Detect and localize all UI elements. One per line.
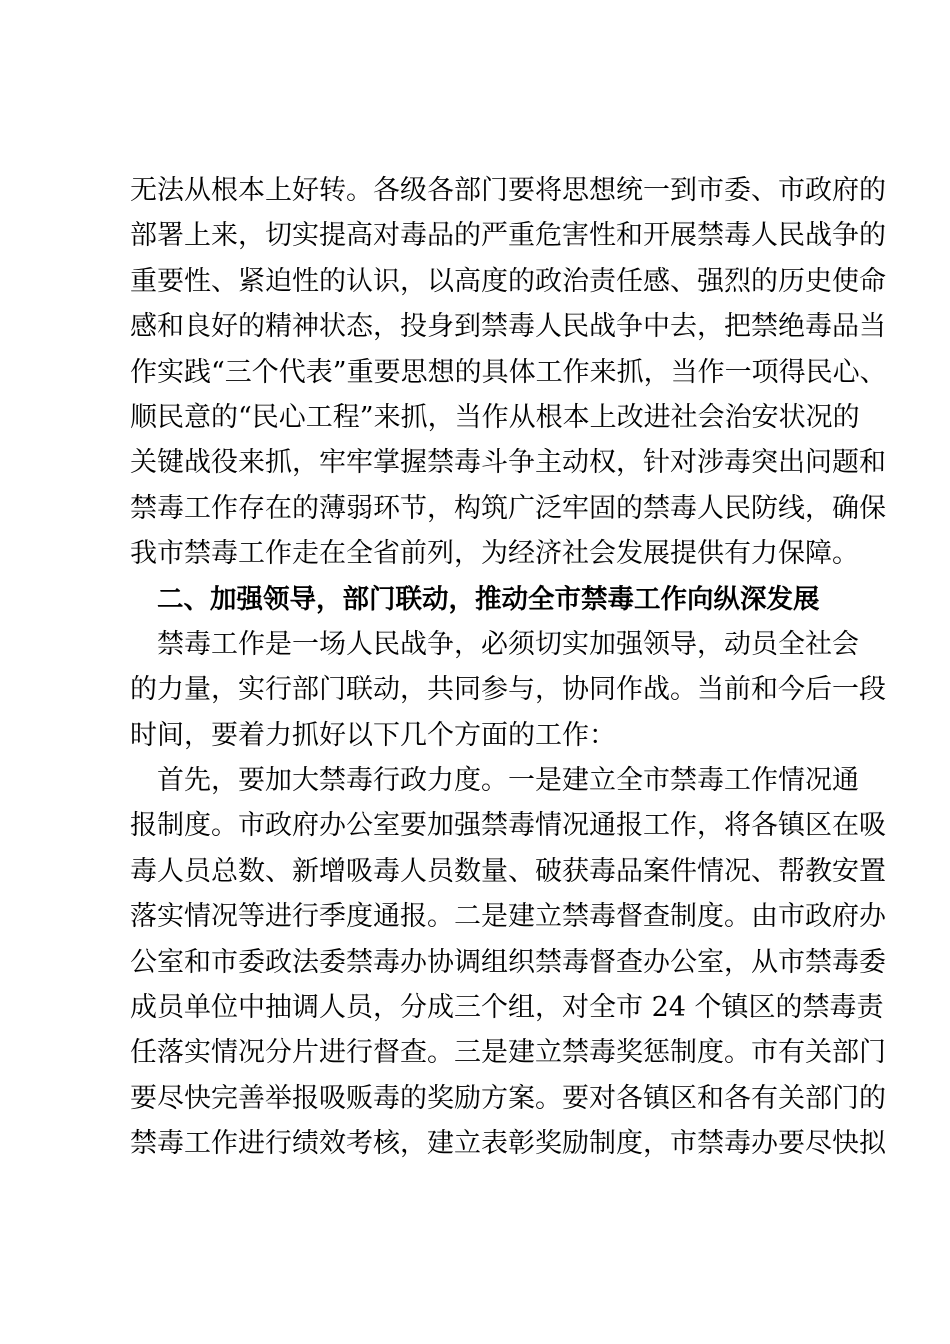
paragraph-line: 部署上来，切实提高对毒品的严重危害性和开展禁毒人民战争的 [130, 220, 886, 252]
paragraph-line: 的力量，实行部门联动，共同参与，协同作战。当前和今后一段 [130, 674, 886, 706]
paragraph-line: 落实情况等进行季度通报。二是建立禁毒督查制度。由市政府办 [130, 901, 886, 933]
paragraph-line: 要尽快完善举报吸贩毒的奖励方案。要对各镇区和各有关部门的 [130, 1082, 886, 1114]
paragraph-line: 顺民意的“民心工程”来抓，当作从根本上改进社会治安状况的 [130, 401, 860, 433]
paragraph-line: 我市禁毒工作走在全省前列，为经济社会发展提供有力保障。 [130, 538, 859, 570]
section-heading: 二、加强领导，部门联动，推动全市禁毒工作向纵深发展 [157, 583, 820, 615]
paragraph-line: 重要性、紧迫性的认识，以高度的政治责任感、强烈的历史使命 [130, 265, 886, 297]
paragraph-line: 公室和市委政法委禁毒办协调组织禁毒督查办公室，从市禁毒委 [130, 946, 886, 978]
document-page [130, 168, 887, 1167]
paragraph-line: 首先，要加大禁毒行政力度。一是建立全市禁毒工作情况通 [157, 765, 859, 797]
paragraph-line: 毒人员总数、新增吸毒人员数量、破获毒品案件情况、帮教安置 [130, 855, 886, 887]
paragraph-line: 作实践“三个代表”重要思想的具体工作来抓，当作一项得民心、 [130, 356, 887, 388]
paragraph-line: 禁毒工作是一场人民战争，必须切实加强领导，动员全社会 [157, 628, 859, 660]
paragraph-line: 时间，要着力抓好以下几个方面的工作： [130, 719, 616, 751]
paragraph-line: 关键战役来抓，牢牢掌握禁毒斗争主动权，针对涉毒突出问题和 [130, 447, 886, 479]
paragraph-line: 感和良好的精神状态，投身到禁毒人民战争中去，把禁绝毒品当 [130, 311, 886, 343]
paragraph-line: 无法从根本上好转。各级各部门要将思想统一到市委、市政府的 [130, 175, 886, 206]
paragraph-line: 成员单位中抽调人员，分成三个组，对全市 24 个镇区的禁毒责 [130, 992, 884, 1024]
paragraph-line: 禁毒工作进行绩效考核，建立表彰奖励制度，市禁毒办要尽快拟 [130, 1128, 886, 1160]
paragraph-line: 任落实情况分片进行督查。三是建立禁毒奖惩制度。市有关部门 [130, 1037, 886, 1069]
paragraph-line: 禁毒工作存在的薄弱环节，构筑广泛牢固的禁毒人民防线，确保 [130, 492, 886, 524]
paragraph-line: 报制度。市政府办公室要加强禁毒情况通报工作，将各镇区在吸 [130, 810, 886, 842]
